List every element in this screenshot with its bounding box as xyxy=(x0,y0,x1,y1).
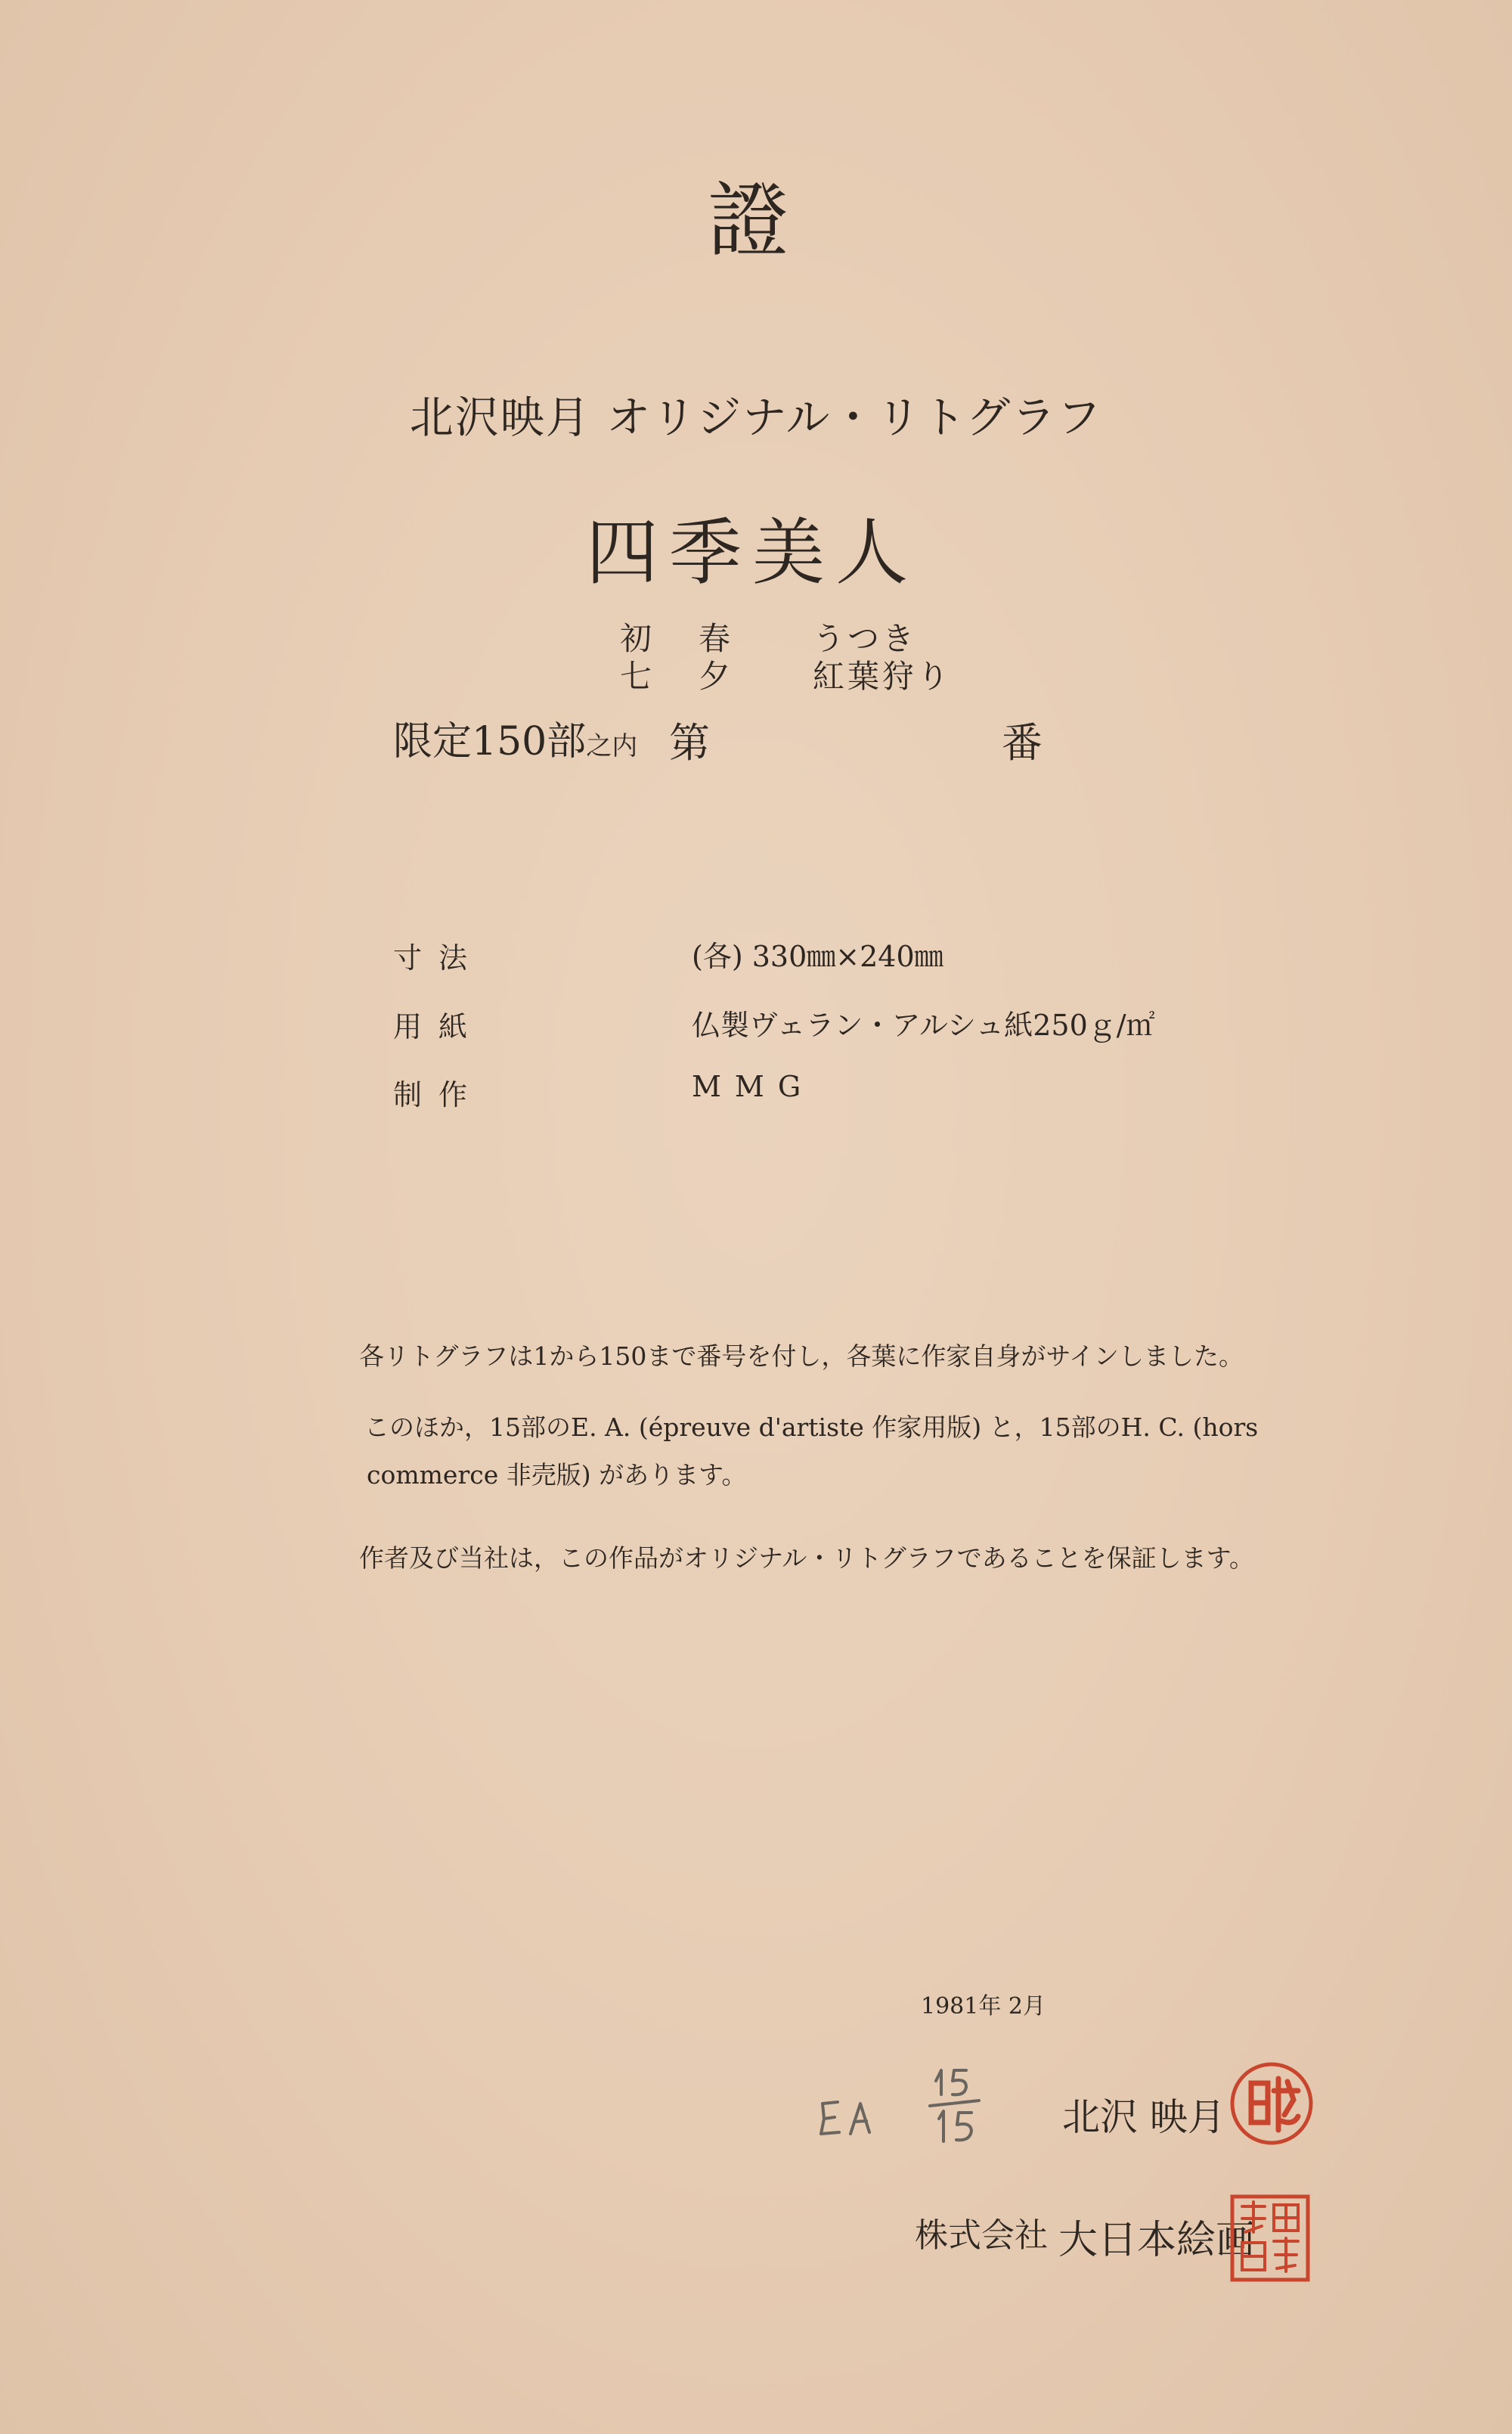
spec-label-size: 寸法 xyxy=(393,941,485,975)
company-seal xyxy=(1228,2193,1312,2284)
artist-seal xyxy=(1228,2060,1315,2147)
note-guarantee: 作者及び当社は，この作品がオリジナル・リトグラフであることを保証します。 xyxy=(359,1543,1255,1573)
edition-number-label: 第 xyxy=(669,719,710,767)
subtitle-word: うつき xyxy=(813,620,918,657)
subtitle-word: 紅葉狩り xyxy=(813,658,953,695)
spec-value-production: MMG xyxy=(692,1070,815,1103)
company-prefix: 株式会社 xyxy=(915,2216,1048,2255)
edition-limit xyxy=(393,709,637,766)
subtitle-word: 七 xyxy=(620,658,655,695)
note-numbering: 各リトグラフは1から150まで番号を付し，各葉に作家自身がサインしました。 xyxy=(359,1341,1244,1371)
certificate-title: 證 xyxy=(707,174,790,268)
spec-label-production: 制作 xyxy=(393,1078,485,1112)
spec-label-paper: 用紙 xyxy=(393,1010,485,1043)
spec-value-size: (各) 330㎜×240㎜ xyxy=(692,940,943,973)
edition-limit-text: 限定150部 xyxy=(393,719,587,764)
series-heading: 北沢映月 オリジナル・リトグラフ xyxy=(409,392,1103,443)
edition-number-unit: 番 xyxy=(1002,719,1043,767)
spec-value-paper: 仏製ヴェラン・アルシュ紙250ｇ/㎡ xyxy=(692,1009,1155,1042)
subtitle-line-2 xyxy=(620,652,952,697)
subtitle-word: 初 xyxy=(620,620,655,657)
subtitle-word: 春 xyxy=(699,620,734,657)
work-title: 四季美人 xyxy=(586,510,919,595)
handwritten-edition-signature xyxy=(816,2064,1005,2155)
issue-date: 1981年 2月 xyxy=(921,1993,1046,2020)
note-proofs-line-2: commerce 非売版) があります。 xyxy=(367,1460,747,1490)
company-name: 大日本絵画 xyxy=(1058,2218,1256,2263)
note-proofs-line-1: このほか，15部のE. A. (épreuve d'artiste 作家用版) と，15部のH. C. (hors xyxy=(364,1412,1259,1442)
edition-limit-suffix: 之内 xyxy=(586,731,638,761)
subtitle-word: 夕 xyxy=(699,658,734,695)
artist-name: 北沢 映月 xyxy=(1062,2095,1225,2139)
